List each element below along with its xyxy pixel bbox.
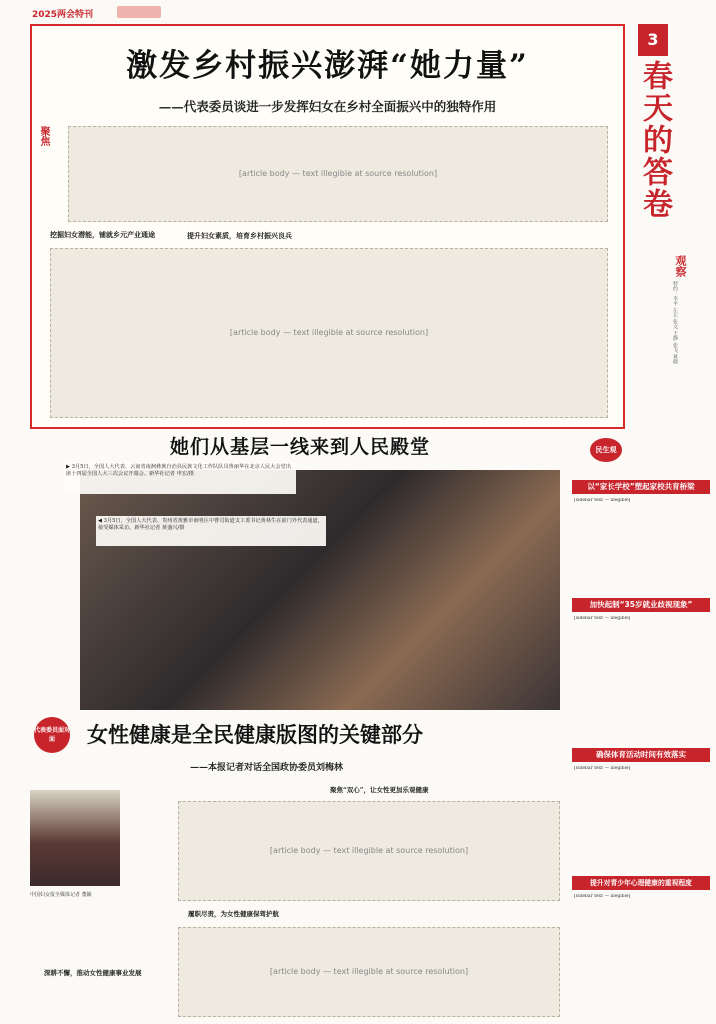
- sidebar: [566, 430, 716, 1024]
- lead-tag: [36, 126, 62, 186]
- sidebar-label: [590, 438, 622, 462]
- lead-article: [30, 24, 625, 429]
- health-section-head-1: 深耕不懈，推动女性健康事业发展: [44, 969, 142, 977]
- health-section-head-2: 履职尽责，为女性健康保驾护航: [188, 910, 279, 918]
- photo-caption-1: ▶ 3月5日，全国人大代表、云南省南涧彝族自治县民族文化工作队队员鲁丽华在北京人民大会堂出席十四届全国人大三次会议开幕会。新华社记者 申宏/摄: [64, 462, 296, 494]
- health-portrait-caption: 中国妇女报全媒体记者 董颖: [30, 892, 92, 898]
- masthead: [0, 0, 716, 24]
- right-column-title: 春天的答卷: [637, 60, 672, 220]
- observation-panel: [672, 255, 716, 405]
- photo-feature-headline: 她们从基层一线来到人民殿堂: [170, 436, 431, 458]
- photo-main: [80, 470, 560, 710]
- lead-subhead: ——代表委员谈进一步发挥妇女在乡村全面振兴中的独特作用: [158, 99, 497, 114]
- health-headline: 女性健康是全民健康版图的关键部分: [87, 722, 423, 747]
- health-body-placeholder: [article body — text illegible at source resolution]: [178, 801, 560, 901]
- health-section-head-3: 聚焦“双心”，让女性更加乐观健康: [330, 786, 429, 794]
- lead-headline: 激发乡村振兴澎湃“她力量”: [126, 48, 529, 84]
- health-article: [30, 715, 560, 1024]
- sidebar-item-title-1: 以“家长学校”塑起家校共育桥梁: [572, 480, 710, 494]
- lead-tag-text: 聚焦: [38, 126, 49, 146]
- newspaper-logo: [117, 6, 161, 18]
- health-portrait: [30, 790, 120, 886]
- health-tag: [34, 717, 70, 753]
- photo-caption-2: ◀ 3月5日，全国人大代表、贵州省黄雅市南明区中曹司街道支工委书记黄林生在前门外代表通道，接受媒体采访。新华社记者 黄盛兴/摄: [96, 516, 326, 546]
- page-number-tab: [638, 24, 668, 56]
- health-body-placeholder-lower: [article body — text illegible at source resolution]: [178, 927, 560, 1017]
- observation-label: 观察: [674, 255, 687, 277]
- right-column-title-panel: [632, 60, 682, 260]
- sidebar-item-text-2: [sidebar text — illegible]: [574, 616, 631, 621]
- sidebar-item-title-2: 加快起制“35岁就业歧视现象”: [572, 598, 710, 612]
- health-subhead: ——本报记者对话全国政协委员刘梅林: [190, 763, 344, 773]
- sidebar-item-text-4: [sidebar text — illegible]: [574, 894, 631, 899]
- observation-byline: 特约：李平 左左 张文 王静 张飞 黄晓: [672, 281, 678, 364]
- sidebar-item-text-1: [sidebar text — illegible]: [574, 498, 631, 503]
- masthead-left-label: 2025两会特刊: [32, 10, 94, 20]
- lead-body-placeholder: [article body — text illegible at source resolution]: [68, 126, 608, 222]
- sidebar-item-title-3: 确保体育活动时间有效落实: [572, 748, 710, 762]
- sidebar-label-text: 民生观: [595, 446, 617, 454]
- sidebar-item-title-4: 提升对青少年心理健康的重视程度: [572, 876, 710, 890]
- lead-body-placeholder-lower: [article body — text illegible at source resolution]: [50, 248, 608, 418]
- lead-section-head-1: 挖掘妇女潜能，铺就乡元产业通途: [50, 230, 155, 239]
- lead-section-head-2: 提升妇女素质，培育乡村振兴良兵: [187, 231, 292, 240]
- sidebar-item-text-3: [sidebar text — illegible]: [574, 766, 631, 771]
- photo-feature: [30, 430, 560, 715]
- page-number: 3: [647, 30, 659, 49]
- health-tag-text: 代表委员面对面: [34, 727, 71, 743]
